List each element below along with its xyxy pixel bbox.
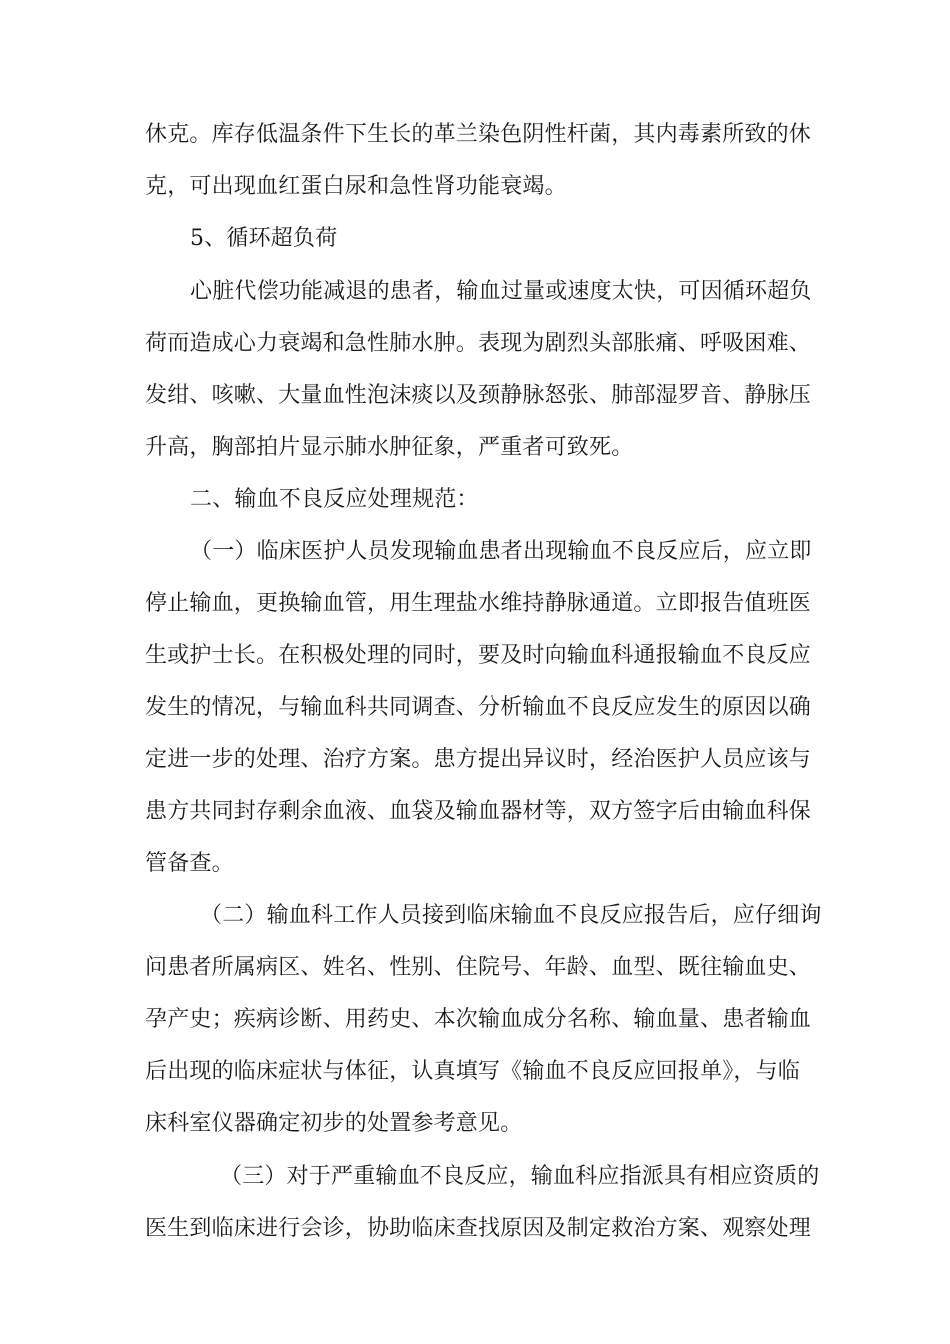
section-heading: 5、循环超负荷	[190, 226, 338, 251]
text-line: （二）输血科工作人员接到临床输血不良反应报告后，应仔细询	[200, 903, 822, 928]
text-line: 停止输血，更换输血管，用生理盐水维持静脉通道。立即报告值班医	[145, 591, 812, 616]
text-line: 后出现的临床症状与体征，认真填写《输血不良反应回报单》，与临	[145, 1059, 801, 1084]
text-line: 心脏代偿功能减退的患者，输血过量或速度太快，可因循环超负	[190, 279, 812, 304]
text-line: （三）对于严重输血不良反应，输血科应指派具有相应资质的	[220, 1164, 820, 1189]
text-line: 孕产史；疾病诊断、用药史、本次输血成分名称、输血量、患者输血	[145, 1007, 812, 1032]
text-line: 床科室仪器确定初步的处置参考意见。	[145, 1111, 523, 1136]
text-line: 发生的情况，与输血科共同调查、分析输血不良反应发生的原因以确	[145, 695, 812, 720]
text-line: 升高，胸部拍片显示肺水肿征象，严重者可致死。	[145, 435, 634, 460]
text-line: 定进一步的处理、治疗方案。患方提出异议时，经治医护人员应该与	[145, 747, 812, 772]
text-line: 患方共同封存剩余血液、血袋及输血器材等，双方签字后由输血科保	[145, 799, 812, 824]
text-line: 医生到临床进行会诊，协助临床查找原因及制定救治方案、观察处理	[145, 1216, 812, 1241]
text-line: 管备查。	[145, 851, 234, 876]
text-line: 问患者所属病区、姓名、性别、住院号、年龄、血型、既往输血史、	[145, 955, 812, 980]
text-line: 发绀、咳嗽、大量血性泡沫痰以及颈静脉怒张、肺部湿罗音、静脉压	[145, 383, 812, 408]
text-line: 荷而造成心力衰竭和急性肺水肿。表现为剧烈头部胀痛、呼吸困难、	[145, 331, 812, 356]
text-line: 克，可出现血红蛋白尿和急性肾功能衰竭。	[145, 174, 567, 199]
text-line: 休克。库存低温条件下生长的革兰染色阴性杆菌，其内毒素所致的休	[145, 122, 812, 147]
text-line: （一）临床医护人员发现输血患者出现输血不良反应后，应立即	[190, 539, 812, 564]
section-heading: 二、输血不良反应处理规范：	[190, 487, 479, 512]
text-line: 生或护士长。在积极处理的同时，要及时向输血科通报输血不良反应	[145, 643, 812, 668]
